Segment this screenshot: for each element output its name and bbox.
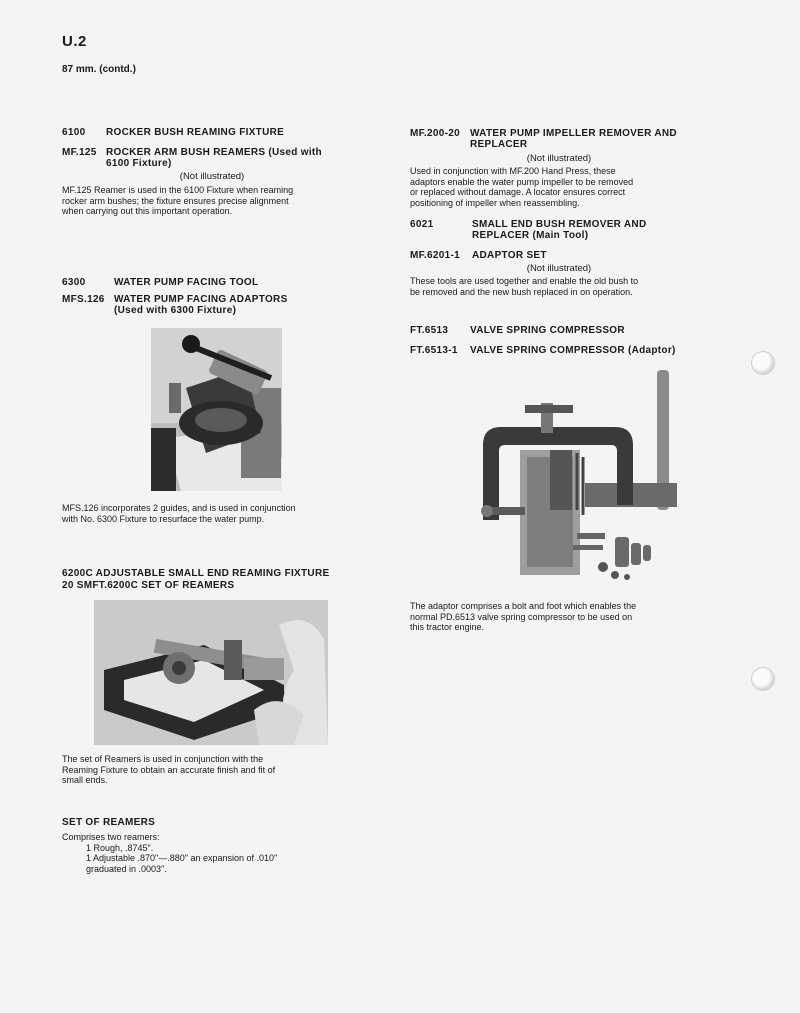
set-line3: 1 Adjustable .870"—.880" an expansion of .010" [86, 853, 278, 863]
code-6100: 6100 [62, 127, 86, 138]
heading-6300 [62, 277, 258, 289]
desc-mfs126 [62, 503, 360, 524]
set-of-reamers-list [62, 832, 360, 874]
desc-6200c-line1: The set of Reamers is used in conjunction with the [62, 754, 264, 764]
title-6100: ROCKER BUSH REAMING FIXTURE [106, 127, 285, 138]
heading-6200c-line2: 20 SMFT.6200C SET OF REAMERS [62, 580, 235, 591]
desc-mf20020-line4: positioning of impeller when reassembling. [410, 197, 580, 208]
set-line4: graduated in .0003". [86, 863, 167, 874]
desc-mfs126-line2: with No. 6300 Fixture to resurface the water pump. [62, 513, 265, 524]
title-ft6513: VALVE SPRING COMPRESSOR [470, 325, 625, 336]
heading-ft65131 [410, 345, 676, 357]
code-6300: 6300 [62, 277, 86, 288]
reaming-fixture-photo [94, 600, 328, 745]
heading-mf20020 [410, 128, 677, 140]
code-mfs126: MFS.126 [62, 294, 105, 305]
desc-6200c-line2: Reaming Fixture to obtain an accurate finish and fit of [62, 764, 276, 775]
water-pump-facing-tool-photo [151, 328, 282, 491]
note-mf62011: (Not illustrated) [526, 263, 592, 274]
heading-6200c [62, 568, 362, 592]
title-mfs126-line1: WATER PUMP FACING ADAPTORS [114, 294, 288, 305]
desc-adaptor-line2: normal PD.6513 valve spring compressor to be used on [410, 611, 633, 622]
binder-punch-hole [751, 667, 775, 691]
code-ft6513: FT.6513 [410, 325, 449, 336]
heading-set-of-reamers: SET OF REAMERS [62, 817, 156, 828]
desc-mf62011-line2: be removed and the new bush replaced in on operation. [410, 286, 633, 297]
heading-6100 [62, 127, 284, 139]
desc-mf20020-line3: or replaced without damage. A locator ensures correct [410, 187, 626, 197]
page-subtitle: 87 mm. (contd.) [62, 64, 136, 75]
set-line2: 1 Rough, .8745". [86, 842, 154, 853]
code-mf62011: MF.6201-1 [410, 250, 460, 261]
title-ft65131: VALVE SPRING COMPRESSOR (Adaptor) [470, 345, 676, 356]
heading-ft6513 [410, 325, 625, 337]
desc-mf20020-line1: Used in conjunction with MF.200 Hand Press, these [410, 166, 616, 176]
title-6021-line2: REPLACER (Main Tool) [472, 230, 589, 241]
title-mfs126-line2: (Used with 6300 Fixture) [114, 305, 237, 316]
title-mf20020-line2: REPLACER [470, 139, 528, 150]
title-mf62011: ADAPTOR SET [472, 250, 547, 261]
desc-adaptor [410, 601, 708, 633]
code-ft65131: FT.6513-1 [410, 345, 458, 356]
code-mf20020: MF.200-20 [410, 128, 460, 139]
code-6021: 6021 [410, 219, 434, 230]
title-6300: WATER PUMP FACING TOOL [114, 277, 259, 288]
desc-mf20020 [410, 166, 708, 208]
note-mf20020: (Not illustrated) [526, 153, 592, 164]
desc-mf20020-line2: adaptors enable the water pump impeller to be removed [410, 176, 634, 187]
desc-6200c-line3: small ends. [62, 775, 108, 785]
title-mf20020-line1: WATER PUMP IMPELLER REMOVER AND [470, 128, 677, 139]
desc-mf62011-line1: These tools are used together and enable the old bush to [410, 276, 639, 286]
title-mf125-line2: 6100 Fixture) [106, 158, 172, 169]
desc-mf125-line2: rocker arm bushes; the fixture ensures precise alignment [62, 195, 289, 206]
valve-spring-compressor-photo [465, 365, 685, 590]
desc-mf125 [62, 185, 360, 217]
title-mf125-line1: ROCKER ARM BUSH REAMERS (Used with [106, 147, 322, 158]
binder-punch-hole [751, 351, 775, 375]
desc-mf125-line1: MF.125 Reamer is used in the 6100 Fixture when reaming [62, 185, 294, 195]
desc-mfs126-line1: MFS.126 incorporates 2 guides, and is used in conjunction [62, 503, 296, 513]
page-id: U.2 [62, 33, 87, 50]
desc-adaptor-line3: this tractor engine. [410, 622, 485, 632]
desc-6200c [62, 754, 360, 786]
desc-mf125-line3: when carrying out this important operation. [62, 206, 233, 216]
heading-6200c-line1: 6200C ADJUSTABLE SMALL END REAMING FIXTURE [62, 568, 330, 579]
set-line1: Comprises two reamers: [62, 832, 160, 842]
heading-mf62011 [410, 250, 547, 262]
desc-adaptor-line1: The adaptor comprises a bolt and foot which enables the [410, 601, 637, 611]
desc-mf62011 [410, 276, 708, 297]
note-mf125: (Not illustrated) [179, 171, 245, 182]
title-6021-line1: SMALL END BUSH REMOVER AND [472, 219, 647, 230]
code-mf125: MF.125 [62, 147, 97, 158]
